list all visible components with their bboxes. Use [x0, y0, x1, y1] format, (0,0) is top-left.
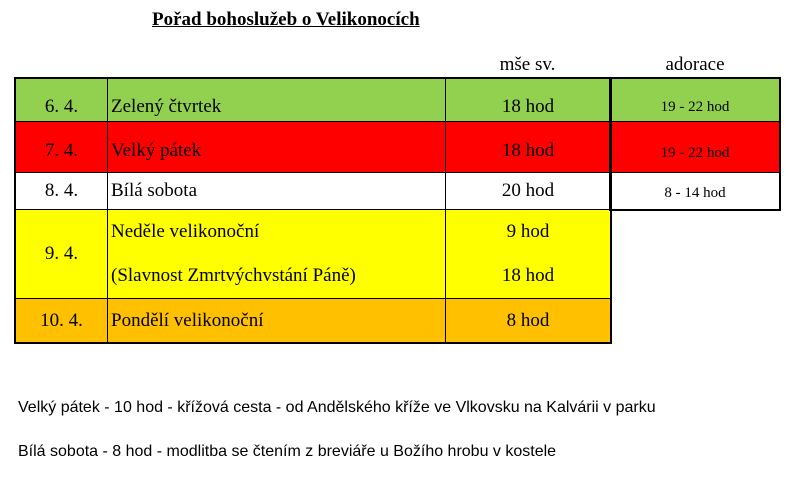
- table-row-name: Zelený čtvrtek: [107, 78, 446, 122]
- table-row-adoration: 19 - 22 hod: [610, 78, 780, 122]
- table-row-mass: 18 hod: [445, 78, 611, 122]
- note-line: Velký pátek - 10 hod - křížová cesta - od Andělského kříže ve Vlkovsku na Kalvárii v parku: [18, 399, 656, 416]
- table-row-name: [107, 209, 446, 299]
- table-row-mass: 8 hod: [445, 298, 611, 343]
- table-row-name: Velký pátek: [107, 121, 446, 173]
- page-title: Pořad bohoslužeb o Velikonocích: [152, 9, 420, 30]
- header-mass: mše sv.: [499, 54, 556, 75]
- table-row-date: 8. 4.: [15, 172, 108, 210]
- table-row-date: 9. 4.: [15, 209, 108, 299]
- table-row-name-line2: (Slavnost Zmrtvýchvstání Páně): [111, 265, 356, 286]
- note-line: Bílá sobota - 8 hod - modlitba se čtením z breviáře u Božího hrobu v kostele: [18, 443, 557, 460]
- table-row-adoration: 8 - 14 hod: [610, 172, 780, 210]
- table-row-date: 10. 4.: [15, 298, 108, 343]
- table-row-mass-line2: 18 hod: [501, 265, 555, 286]
- table-row-date: 7. 4.: [15, 121, 108, 173]
- table-row-mass: [445, 209, 611, 299]
- table-row-mass-line1: 9 hod: [506, 221, 550, 242]
- table-row-mass: 20 hod: [445, 172, 611, 210]
- table-row-adoration: 19 - 22 hod: [610, 121, 780, 173]
- table-row-mass: 18 hod: [445, 121, 611, 173]
- table-row-name-line1: Neděle velikonoční: [111, 221, 260, 242]
- table-row-name: Bílá sobota: [107, 172, 446, 210]
- header-adoration: adorace: [665, 54, 725, 75]
- table-row-name: Pondělí velikonoční: [107, 298, 446, 343]
- table-row-date: 6. 4.: [15, 78, 108, 122]
